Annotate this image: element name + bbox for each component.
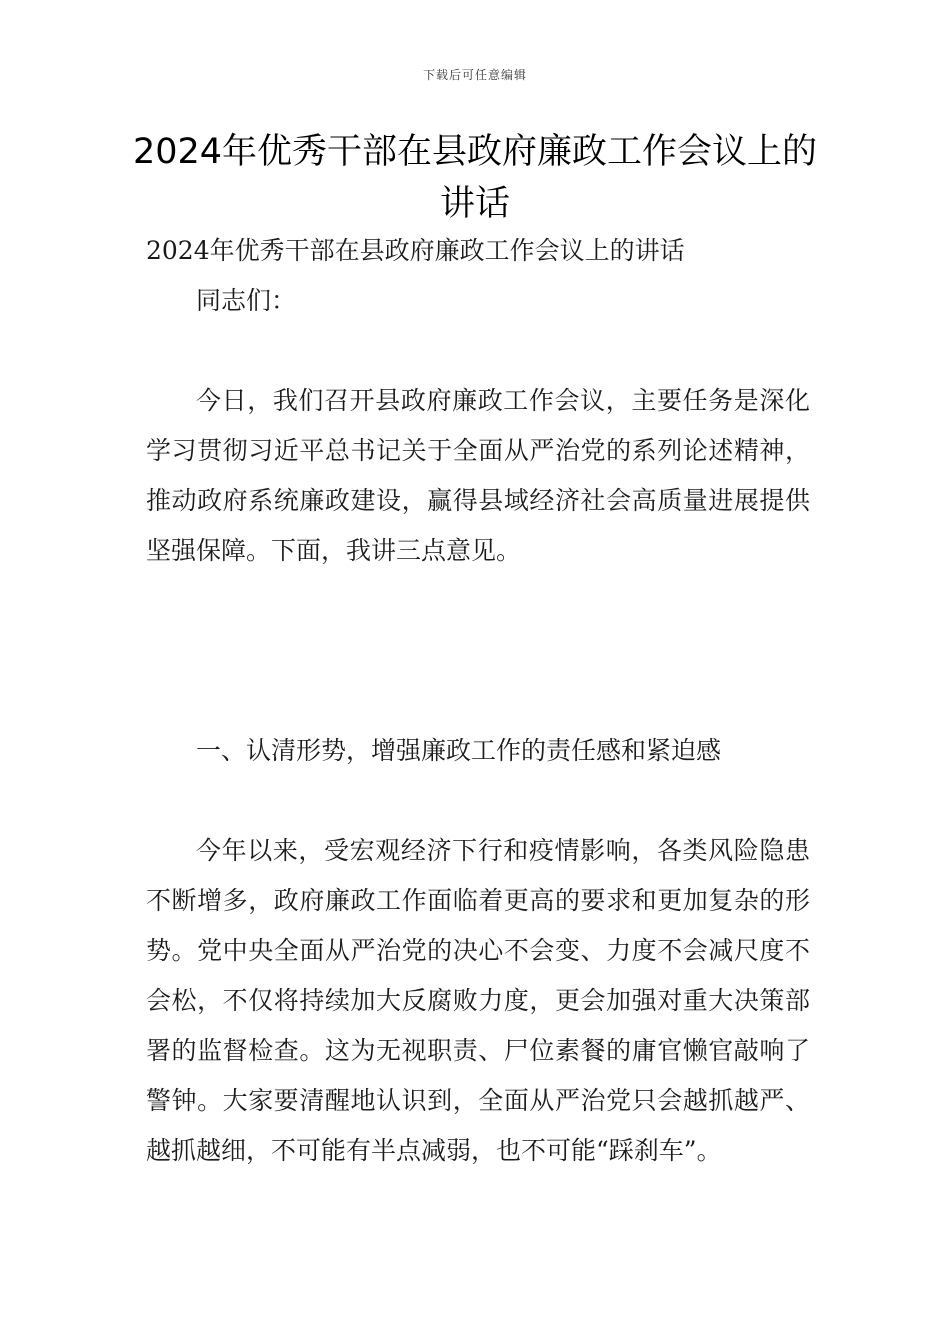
header-note: 下载后可任意编辑	[422, 68, 527, 82]
section-paragraph: 今年以来，受宏观经济下行和疫情影响，各类风险隐患不断增多，政府廉政工作面临着更高的要求和更加复杂的形势。党中央全面从严治党的决心不会变、力度不会减尺度不会松，不仅将持续加大反腐败力度，更会加强对重大决策部署的监督检查。这为无视职责、尸位素餐的庸官懒官敲响了警钟。大家要清醒地认识到，全面从严治党只会越抓越严、越抓越细，不可能有半点减弱，也不可能“踩刹车”。	[146, 836, 810, 1165]
document-title: 2024年优秀干部在县政府廉政工作会议上的讲话	[132, 132, 818, 224]
intro-paragraph: 今日，我们召开县政府廉政工作会议，主要任务是深化学习贯彻习近平总书记关于全面从严治党的系列论述精神，推动政府系统廉政建设，赢得县域经济社会高质量进展提供坚强保障。下面，我讲三点意见。	[146, 386, 810, 565]
subtitle-line: 2024年优秀干部在县政府廉政工作会议上的讲话	[146, 236, 685, 265]
salutation: 同志们：	[196, 286, 297, 315]
document-body	[146, 226, 810, 1176]
spacer	[146, 776, 810, 826]
spacer	[146, 326, 810, 376]
spacer	[146, 576, 810, 726]
section-heading: 一、认清形势，增强廉政工作的责任感和紧迫感	[196, 736, 722, 765]
